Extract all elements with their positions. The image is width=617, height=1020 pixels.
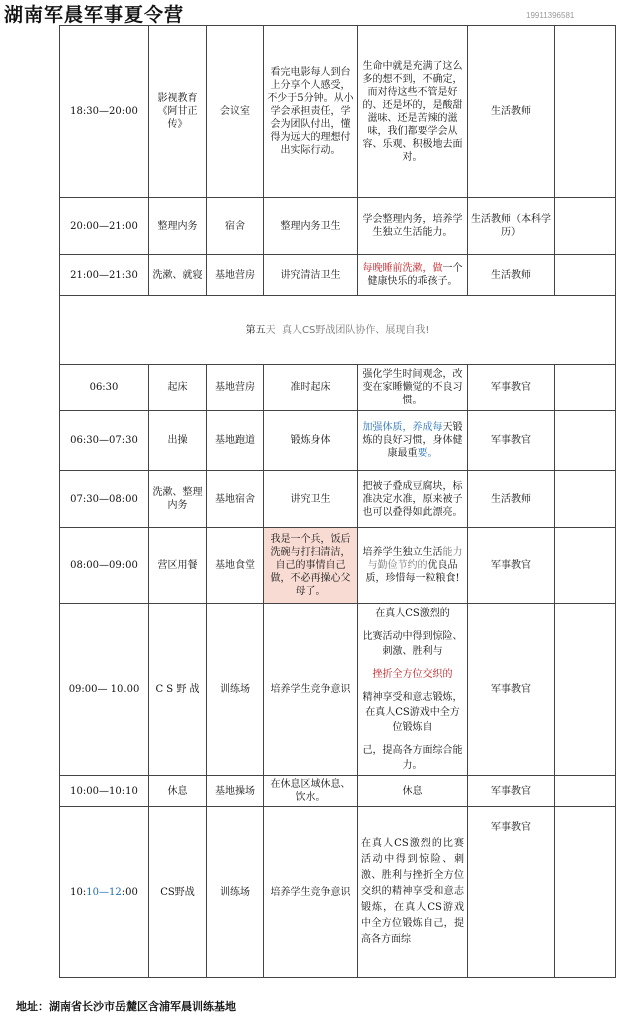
goal-cell: 生命中就是充满了这么多的想不到，不确定，而对待这些不管是好的、还是坏的，是酸甜滋味、还是苦辣的滋味，我们都要学会从容、乐观、积极地去面对。	[358, 26, 468, 198]
empty-cell	[555, 776, 616, 807]
table-row	[60, 528, 616, 604]
banner-theme: 真人CS野战团队协作、展现自我!	[275, 324, 430, 336]
content-cell: 看完电影每人到台上分享个人感受，不少于5分钟。从小学会承担责任，学会为团队付出，懂得为远大的理想付出实际行动。	[264, 26, 358, 198]
goal-cell	[358, 255, 468, 296]
table-row	[60, 255, 616, 296]
location-cell: 训练场	[207, 604, 264, 776]
time-cell	[60, 807, 149, 978]
goal-cell	[358, 411, 468, 471]
time-start: 10:	[70, 886, 87, 898]
activity-cell: 起床	[149, 365, 207, 411]
teacher-cell: 军事教官	[468, 365, 555, 411]
goal-gray-text: 能力与勤俭节约的	[367, 547, 463, 571]
content-cell: 培养学生竞争意识	[264, 604, 358, 776]
teacher-cell: 军事教官	[468, 807, 555, 978]
time-range: 10—12	[86, 886, 122, 898]
empty-cell	[555, 411, 616, 471]
location-cell: 基地操场	[207, 776, 264, 807]
table-row	[60, 807, 616, 978]
day-banner-row	[60, 296, 616, 365]
goal-cell: 休息	[358, 776, 468, 807]
content-cell: 讲究卫生	[264, 471, 358, 528]
location-cell: 会议室	[207, 26, 264, 198]
time-cell: 06:30—07:30	[60, 411, 149, 471]
table-row	[60, 26, 616, 198]
goal-cell: 学会整理内务，培养学生独立生活能力。	[358, 198, 468, 255]
time-cell: 09:00— 10.00	[60, 604, 149, 776]
goal-highlight: 加强体质，养成每	[362, 422, 443, 433]
teacher-cell: 生活教师	[468, 255, 555, 296]
table-row	[60, 604, 616, 776]
location-cell: 基地营房	[207, 365, 264, 411]
time-cell: 10:00—10:10	[60, 776, 149, 807]
content-cell: 在休息区域休息、饮水。	[264, 776, 358, 807]
content-cell: 培养学生竞争意识	[264, 807, 358, 978]
teacher-cell: 军事教官	[468, 411, 555, 471]
time-cell: 06:30	[60, 365, 149, 411]
goal-cell	[358, 528, 468, 604]
table-row	[60, 198, 616, 255]
empty-cell	[555, 365, 616, 411]
content-cell: 讲究清洁卫生	[264, 255, 358, 296]
goal-text: 优良品质，珍惜每一粒粮食!	[365, 560, 460, 584]
table-row	[60, 411, 616, 471]
teacher-cell: 生活教师	[468, 471, 555, 528]
goal-text: 培养学生独立生活	[362, 547, 443, 558]
goal-highlight: 挫折全方位交织的	[372, 669, 453, 680]
goal-highlight-end: 要。	[417, 448, 438, 459]
empty-cell	[555, 604, 616, 776]
activity-cell: 出操	[149, 411, 207, 471]
goal-highlight: 每晚睡前洗漱，做	[362, 263, 443, 274]
activity-cell: 营区用餐	[149, 528, 207, 604]
goal-cell: 把被子叠成豆腐块，标准决定水准，原来被子也可以叠得如此漂亮。	[358, 471, 468, 528]
table-row	[60, 471, 616, 528]
table-row	[60, 776, 616, 807]
content-cell: 锻炼身体	[264, 411, 358, 471]
goal-text: 一个健康快乐的乖孩子。	[367, 263, 463, 287]
teacher-cell: 生活教师（本科学历）	[468, 198, 555, 255]
banner-day-suffix: 天	[265, 324, 276, 336]
empty-cell	[555, 198, 616, 255]
time-end: :00	[121, 886, 138, 898]
location-cell: 基地营房	[207, 255, 264, 296]
goal-text: 比赛活动中得到惊险、刺激、胜利与	[362, 631, 463, 657]
schedule-table	[59, 25, 616, 978]
table-row	[60, 365, 616, 411]
activity-cell: 洗漱、就寝	[149, 255, 207, 296]
time-cell: 20:00—21:00	[60, 198, 149, 255]
goal-text: 天锻炼的良好习惯，身体健康最重	[362, 422, 463, 459]
activity-cell: 影视教育《阿甘正传》	[149, 26, 207, 198]
empty-cell	[555, 26, 616, 198]
teacher-cell: 生活教师	[468, 26, 555, 198]
empty-cell	[555, 471, 616, 528]
goal-text: 在真人CS激烈的	[375, 608, 450, 619]
empty-cell	[555, 807, 616, 978]
location-cell: 基地跑道	[207, 411, 264, 471]
location-cell: 训练场	[207, 807, 264, 978]
activity-cell: 整理内务	[149, 198, 207, 255]
page-title: 湖南军晨军事夏令营	[4, 4, 185, 26]
activity-cell: 休息	[149, 776, 207, 807]
teacher-cell: 军事教官	[468, 528, 555, 604]
time-cell: 21:00—21:30	[60, 255, 149, 296]
day-banner	[60, 296, 616, 365]
activity-cell: 洗漱、整理内务	[149, 471, 207, 528]
phone-watermark: 19911396581	[526, 11, 575, 20]
activity-cell: C S 野 战	[149, 604, 207, 776]
footer-address: 地址：湖南省长沙市岳麓区含浦军晨训练基地	[16, 1000, 236, 1013]
location-cell: 基地食堂	[207, 528, 264, 604]
empty-cell	[555, 255, 616, 296]
content-cell: 我是一个兵，饭后洗碗与打扫清洁，自己的事情自己做，不必再操心父母了。	[264, 528, 358, 604]
banner-day: 第五	[245, 324, 266, 336]
goal-cell	[358, 604, 468, 776]
content-cell: 准时起床	[264, 365, 358, 411]
teacher-cell: 军事教官	[468, 776, 555, 807]
content-cell: 整理内务卫生	[264, 198, 358, 255]
teacher-cell: 军事教官	[468, 604, 555, 776]
time-cell: 08:00—09:00	[60, 528, 149, 604]
activity-cell: CS野战	[149, 807, 207, 978]
time-cell: 07:30—08:00	[60, 471, 149, 528]
goal-cell: 强化学生时间观念，改变在家睡懒觉的不良习惯。	[358, 365, 468, 411]
time-cell: 18:30—20:00	[60, 26, 149, 198]
goal-text: 精神享受和意志锻炼，在真人CS游戏中全方位锻炼自	[362, 692, 463, 733]
location-cell: 宿舍	[207, 198, 264, 255]
empty-cell	[555, 528, 616, 604]
goal-cell: 在真人CS激烈的比赛活动中得到惊险、刺激、胜利与挫折全方位交织的精神享受和意志锻炼，在真人CS游戏中全方位锻炼自己，提高各方面综	[358, 807, 468, 978]
location-cell: 基地宿舍	[207, 471, 264, 528]
goal-text: 己，提高各方面综合能力。	[362, 745, 463, 771]
